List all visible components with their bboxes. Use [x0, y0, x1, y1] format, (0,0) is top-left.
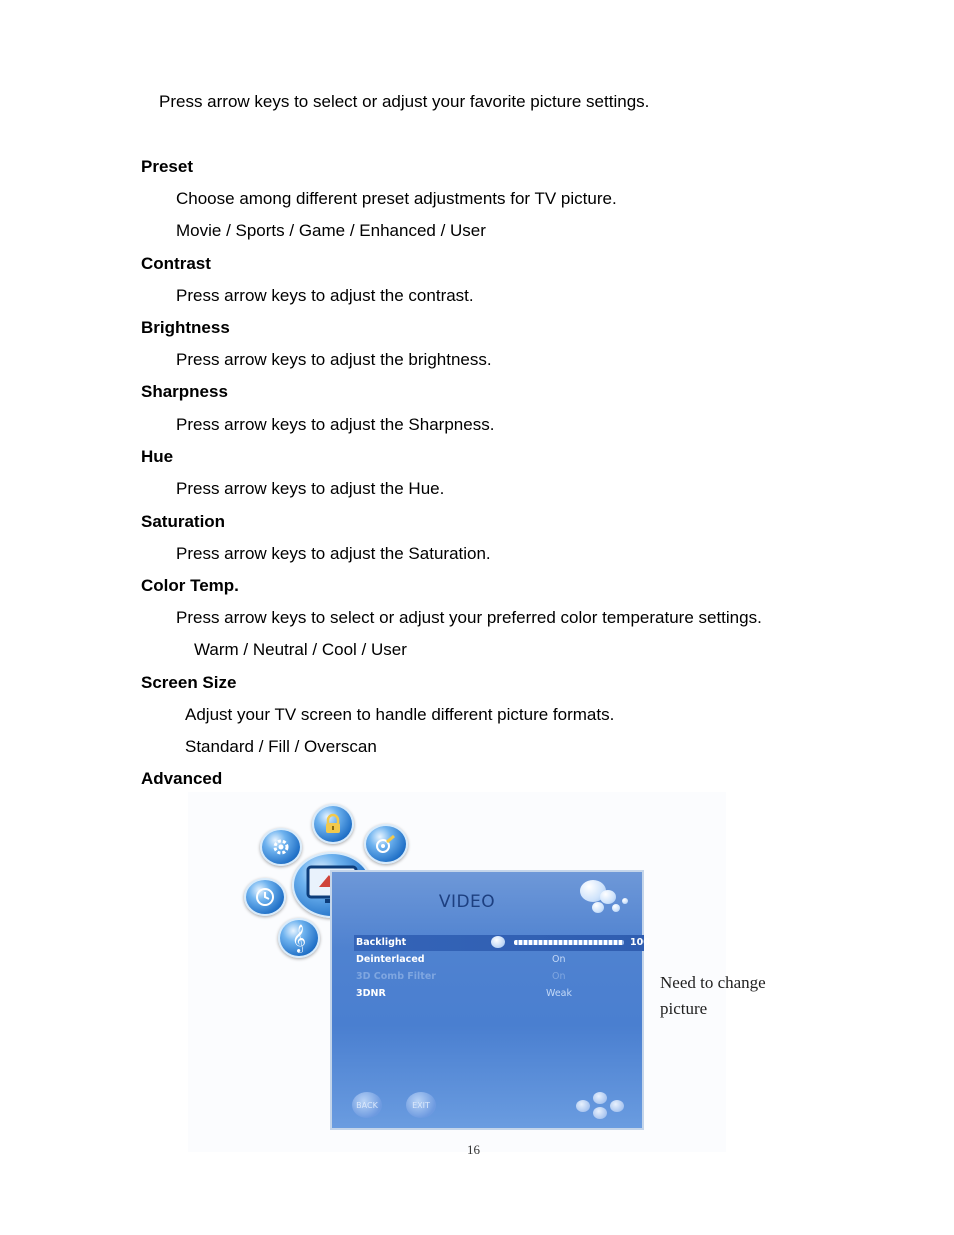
color-temp-description: Press arrow keys to select or adjust your preferred color temperature settings. [176, 608, 762, 627]
setting-value: On [552, 954, 566, 965]
hue-heading: Hue [141, 447, 174, 466]
preset-options: Movie / Sports / Game / Enhanced / User [176, 221, 486, 240]
screen-size-heading: Screen Size [141, 673, 237, 692]
saturation-description: Press arrow keys to adjust the Saturation. [176, 544, 491, 563]
setting-label: Deinterlaced [356, 954, 425, 965]
preset-description: Choose among different preset adjustments for TV picture. [176, 189, 617, 208]
slider-knob[interactable] [491, 936, 505, 948]
setting-label: 3D Comb Filter [356, 971, 436, 982]
music-icon: 𝄞 [278, 918, 320, 958]
setting-value: Weak [546, 988, 573, 999]
hue-description: Press arrow keys to adjust the Hue. [176, 479, 445, 498]
setting-label: Backlight [356, 937, 407, 948]
contrast-heading: Contrast [141, 254, 211, 273]
setting-row-backlight[interactable] [354, 935, 650, 951]
setting-value: 100 [630, 937, 650, 948]
contrast-description: Press arrow keys to adjust the contrast. [176, 286, 474, 305]
advanced-heading: Advanced [141, 769, 223, 788]
back-button[interactable]: BACK [352, 1092, 382, 1118]
video-menu-title: VIDEO [438, 892, 496, 912]
lock-icon [312, 804, 354, 844]
preset-heading: Preset [141, 157, 193, 176]
setting-label: 3DNR [356, 988, 386, 999]
gear-icon [260, 828, 302, 866]
color-temp-heading: Color Temp. [141, 576, 239, 595]
satellite-icon [364, 824, 408, 864]
brightness-heading: Brightness [141, 318, 230, 337]
screen-size-options: Standard / Fill / Overscan [185, 737, 377, 756]
navigation-arrows-icon [572, 1092, 628, 1120]
intro-text: Press arrow keys to select or adjust your favorite picture settings. [159, 92, 650, 111]
exit-button[interactable]: EXIT [406, 1092, 436, 1118]
color-temp-options: Warm / Neutral / Cool / User [194, 640, 407, 659]
setting-row-deinterlaced[interactable] [354, 952, 644, 968]
sharpness-description: Press arrow keys to adjust the Sharpness. [176, 415, 495, 434]
setting-row-3dnr[interactable] [354, 986, 644, 1002]
brightness-description: Press arrow keys to adjust the brightness. [176, 350, 492, 369]
screen-size-description: Adjust your TV screen to handle different picture formats. [185, 705, 615, 724]
bubbles-decoration [578, 878, 634, 918]
setting-row-3d-comb-filter [354, 969, 644, 985]
clock-icon [244, 878, 286, 916]
figure-note: Need to change picture [660, 973, 766, 1018]
video-menu-panel [330, 870, 650, 1130]
backlight-slider[interactable] [514, 940, 624, 945]
sharpness-heading: Sharpness [141, 382, 228, 401]
page-number: 16 [467, 1142, 480, 1157]
saturation-heading: Saturation [141, 512, 226, 531]
osd-screenshot-figure [188, 792, 766, 1152]
setting-value: On [552, 971, 566, 982]
